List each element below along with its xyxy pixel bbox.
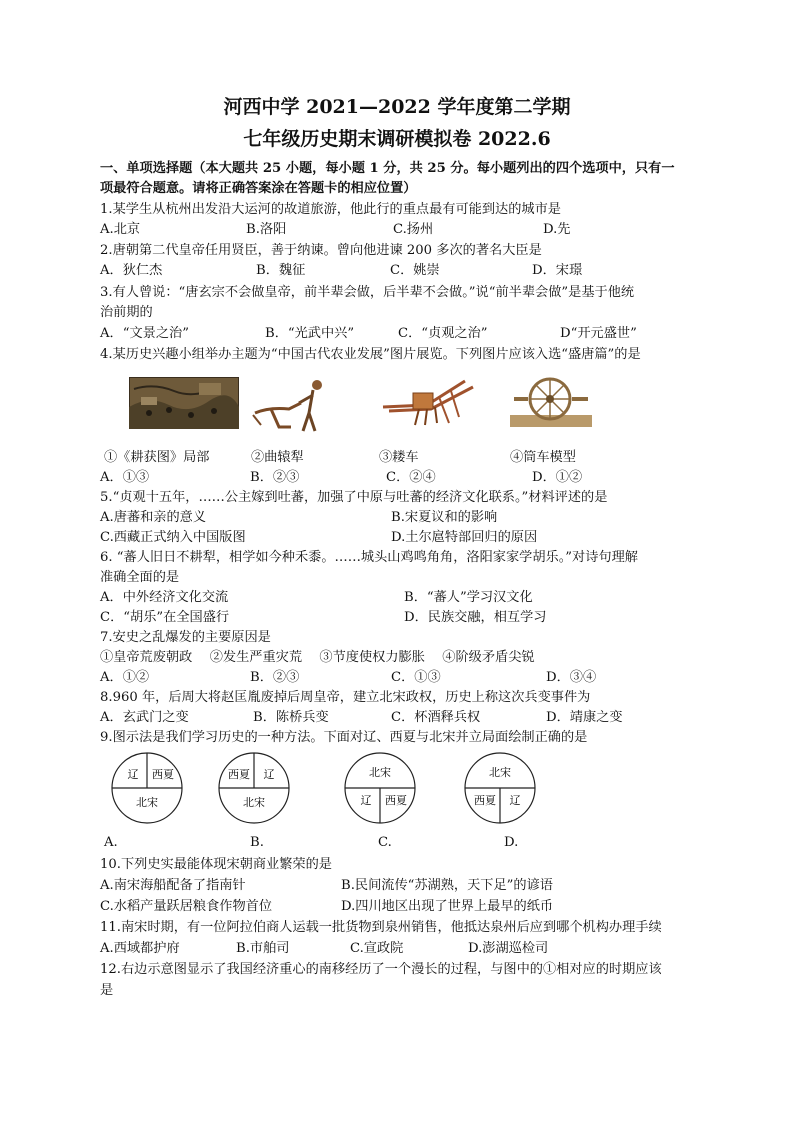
q8-option-c: C．杯酒释兵权: [391, 710, 481, 725]
q7-option-d: D．③④: [546, 670, 597, 685]
diagram-c-beisong: 北宋: [369, 766, 391, 779]
q4-caption-4: ④筒车模型: [510, 450, 576, 465]
q10-option-d: D.四川地区出现了世界上最早的纸币: [341, 899, 554, 914]
q4-caption-1: ①《耕获图》局部: [104, 450, 210, 465]
q6-stem: 6. “蕃人旧日不耕犁，相学如今种禾黍。……城头山鸡鸣角角，洛阳家家学胡乐。”对诗句理解: [100, 550, 638, 565]
q7-option-c: C．①③: [391, 670, 441, 685]
q7-statements: ①皇帝荒废朝政 ②发生严重灾荒 ③节度使权力膨胀 ④阶级矛盾尖锐: [100, 650, 535, 665]
diagram-b-beisong: 北宋: [243, 796, 265, 809]
q4-option-d: D．①②: [532, 470, 583, 485]
diagram-d-beisong: 北宋: [489, 766, 511, 779]
q3-option-c: C．“贞观之治”: [398, 326, 488, 341]
curved-plough-image: [249, 373, 335, 433]
q5-option-d: D.土尔扈特部回归的原因: [391, 530, 538, 545]
diagram-a-xixia: 西夏: [152, 768, 174, 781]
diagram-b-xixia: 西夏: [228, 768, 250, 781]
q10-option-c: C.水稻产量跃居粮食作物首位: [100, 899, 273, 914]
q3-option-b: B．“光武中兴”: [265, 326, 355, 341]
q2-option-c: C．姚崇: [390, 263, 440, 278]
q8-option-a: A．玄武门之变: [100, 710, 189, 725]
q6-option-d: D．民族交融，相互学习: [404, 610, 547, 625]
q8-stem: 8.960 年，后周大将赵匡胤废掉后周皇帝，建立北宋政权，历史上称这次兵变事件为: [100, 690, 591, 705]
diagram-d-xixia: 西夏: [474, 794, 496, 807]
q1-option-c: C.扬州: [393, 222, 434, 237]
diagram-d-liao: 辽: [509, 794, 521, 807]
q11-option-b: B.市舶司: [236, 941, 290, 956]
q2-option-a: A．狄仁杰: [100, 263, 163, 278]
q10-option-b: B.民间流传“苏湖熟，天下足”的谚语: [341, 878, 553, 893]
q11-option-c: C.宣政院: [350, 941, 404, 956]
q2-stem: 2.唐朝第二代皇帝任用贤臣，善于纳谏。曾向他进谏 200 多次的著名大臣是: [100, 243, 542, 258]
q4-caption-2: ②曲辕犁: [251, 450, 304, 465]
exam-subtitle: 七年级历史期末调研模拟卷 2022.6: [243, 128, 551, 150]
q3-option-d: D“开元盛世”: [560, 326, 637, 341]
q12-stem: 12.右边示意图显示了我国经济重心的南移经历了一个漫长的过程，与图中的①相对应的时期应该: [100, 962, 662, 977]
waterwheel-model-image: [510, 375, 592, 427]
q4-option-c: C．②④: [386, 470, 436, 485]
diagram-b-liao: 辽: [263, 768, 275, 781]
farming-painting-image: [129, 377, 239, 429]
q11-option-a: A.西域都护府: [100, 941, 180, 956]
q4-caption-3: ③耧车: [379, 450, 419, 465]
diagram-a-liao: 辽: [127, 768, 139, 781]
q1-option-a: A.北京: [100, 222, 141, 237]
q4-option-a: A．①③: [100, 470, 150, 485]
section-heading: 一、单项选择题（本大题共 25 小题，每小题 1 分，共 25 分。每小题列出的四个选项中，只有一: [100, 161, 675, 176]
q7-option-b: B．②③: [250, 670, 300, 685]
q8-option-b: B．陈桥兵变: [253, 710, 329, 725]
q9-diagram-c: [343, 751, 417, 825]
q6-option-a: A．中外经济文化交流: [100, 590, 229, 605]
q10-option-a: A.南宋海船配备了指南针: [100, 878, 246, 893]
section-heading-cont: 项最符合题意。请将正确答案涂在答题卡的相应位置）: [100, 181, 417, 196]
q2-option-b: B．魏征: [256, 263, 306, 278]
q1-stem: 1.某学生从杭州出发沿大运河的故道旅游，他此行的重点最有可能到达的城市是: [100, 202, 561, 217]
exam-title: 河西中学 2021—2022 学年度第二学期: [223, 96, 571, 118]
q5-option-b: B.宋夏议和的影响: [391, 510, 498, 525]
q9-diagram-b: [217, 751, 291, 825]
q3-option-a: A．“文景之治”: [100, 326, 189, 341]
q5-stem: 5.“贞观十五年，……公主嫁到吐蕃，加强了中原与吐蕃的经济文化联系。”材料评述的是: [100, 490, 608, 505]
q9-label-a: A.: [104, 835, 118, 850]
q6-option-c: C．“胡乐”在全国盛行: [100, 610, 230, 625]
q9-diagram-d: [463, 751, 537, 825]
q6-option-b: B．“蕃人”学习汉文化: [404, 590, 533, 605]
q6-stem-cont: 准确全面的是: [100, 570, 180, 585]
q9-label-b: B.: [250, 835, 264, 850]
q7-stem: 7.安史之乱爆发的主要原因是: [100, 630, 271, 645]
q9-diagram-a: [110, 751, 184, 825]
diagram-c-liao: 辽: [360, 794, 372, 807]
q3-stem-cont: 治前期的: [100, 305, 153, 320]
q9-stem: 9.图示法是我们学习历史的一种方法。下面对辽、西夏与北宋并立局面绘制正确的是: [100, 730, 588, 745]
seed-drill-image: [379, 375, 479, 431]
q10-stem: 10.下列史实最能体现宋朝商业繁荣的是: [100, 857, 332, 872]
q1-option-b: B.洛阳: [246, 222, 287, 237]
q8-option-d: D．靖康之变: [546, 710, 623, 725]
q3-stem: 3.有人曾说：“唐玄宗不会做皇帝，前半辈会做，后半辈不会做。”说“前半辈会做”是基于他统: [100, 285, 635, 300]
q11-stem: 11.南宋时期，有一位阿拉伯商人运载一批货物到泉州销售，他抵达泉州后应到哪个机构办理手续: [100, 920, 662, 935]
q9-label-c: C.: [378, 835, 392, 850]
q2-option-d: D．宋璟: [532, 263, 583, 278]
q5-option-c: C.西藏正式纳入中国版图: [100, 530, 246, 545]
q12-stem-cont: 是: [100, 983, 114, 998]
diagram-c-xixia: 西夏: [385, 794, 407, 807]
q9-label-d: D.: [504, 835, 519, 850]
q7-option-a: A．①②: [100, 670, 150, 685]
q1-option-d: D.先: [543, 222, 571, 237]
diagram-a-beisong: 北宋: [136, 796, 158, 809]
q11-option-d: D.澎湖巡检司: [468, 941, 549, 956]
q5-option-a: A.唐蕃和亲的意义: [100, 510, 207, 525]
q4-option-b: B．②③: [250, 470, 300, 485]
q4-stem: 4.某历史兴趣小组举办主题为“中国古代农业发展”图片展览。下列图片应该入选“盛唐篇”的是: [100, 347, 641, 362]
